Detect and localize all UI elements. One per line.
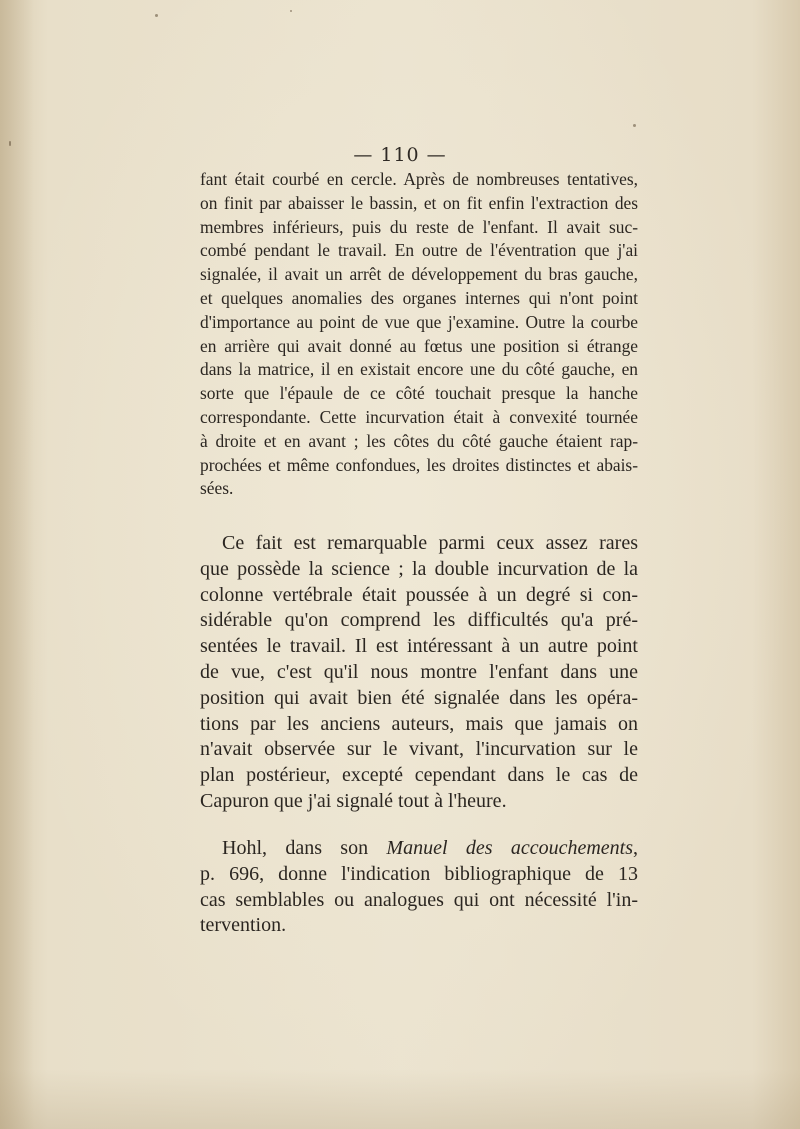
text-line: tions par les anciens auteurs, mais que jamais on xyxy=(200,712,638,735)
text-line: on finit par abaisser le bassin, et on fit enfin l'extraction des xyxy=(200,192,638,213)
text-line: sidérable qu'on comprend les difficultés qu'a pré- xyxy=(200,609,638,632)
text-line: sentées le travail. Il est intéressant à un autre point xyxy=(200,635,638,658)
book-title: Manuel des accouchements xyxy=(386,837,633,859)
paragraph-hohl-reference xyxy=(200,836,638,939)
text-line: correspondante. Cette incurvation était à convexité tournée xyxy=(200,406,638,427)
page-edge-shadow xyxy=(0,0,34,1129)
paper-speck xyxy=(155,14,158,17)
text-line: plan postérieur, excepté cependant dans le cas de xyxy=(200,764,638,787)
paragraph-remarkable-case xyxy=(200,531,638,815)
text-line: Capuron que j'ai signalé tout à l'heure. xyxy=(200,789,507,812)
text-line: colonne vertébrale était poussée à un degré si con- xyxy=(200,583,638,606)
text-line: que possède la science ; la double incurvation de la xyxy=(200,557,638,580)
text-fragment: Hohl, dans son xyxy=(222,837,387,859)
text-line: à droite et en avant ; les côtes du côté gauche étaient rap- xyxy=(200,430,638,451)
text-line: signalée, il avait un arrêt de développement du bras gauche, xyxy=(200,264,638,285)
text-line: combé pendant le travail. En outre de l'éventration que j'ai xyxy=(200,240,638,261)
paper-speck xyxy=(290,10,292,12)
paper-speck xyxy=(633,124,636,127)
text-line: de vue, c'est qu'il nous montre l'enfant dans une xyxy=(200,660,638,683)
text-line: n'avait observée sur le vivant, l'incurvation sur le xyxy=(200,738,638,761)
text-line: fant était courbé en cercle. Après de nombreuses tentatives, xyxy=(200,169,638,189)
text-line: en arrière qui avait donné au fœtus une position si étrange xyxy=(200,335,638,356)
text-line: dans la matrice, il en existait encore une du côté gauche, en xyxy=(200,359,638,380)
text-line: cas semblables ou analogues qui ont nécessité l'in- xyxy=(200,888,638,911)
text-line xyxy=(200,836,638,862)
text-line: prochées et même confondues, les droites distinctes et abais- xyxy=(200,454,638,475)
text-line: sorte que l'épaule de ce côté touchait presque la hanche xyxy=(200,383,638,404)
text-line: Ce fait est remarquable parmi ceux assez rares xyxy=(222,532,638,554)
text-line: p. 696, donne l'indication bibliographique de 13 xyxy=(200,862,638,885)
text-fragment: , xyxy=(633,837,638,859)
text-line: position qui avait bien été signalée dans les opéra- xyxy=(200,686,638,709)
text-line: membres inférieurs, puis du reste de l'enfant. Il avait suc- xyxy=(200,216,638,237)
text-line: et quelques anomalies des organes internes qui n'ont point xyxy=(200,287,638,308)
paragraph-continuation xyxy=(200,168,638,501)
text-line: sées. xyxy=(200,478,234,499)
page-number: — 110 — xyxy=(353,144,447,166)
text-line: d'importance au point de vue que j'examine. Outre la courbe xyxy=(200,311,638,332)
page-bottom-shadow xyxy=(0,1069,800,1129)
text-line: tervention. xyxy=(200,914,287,937)
